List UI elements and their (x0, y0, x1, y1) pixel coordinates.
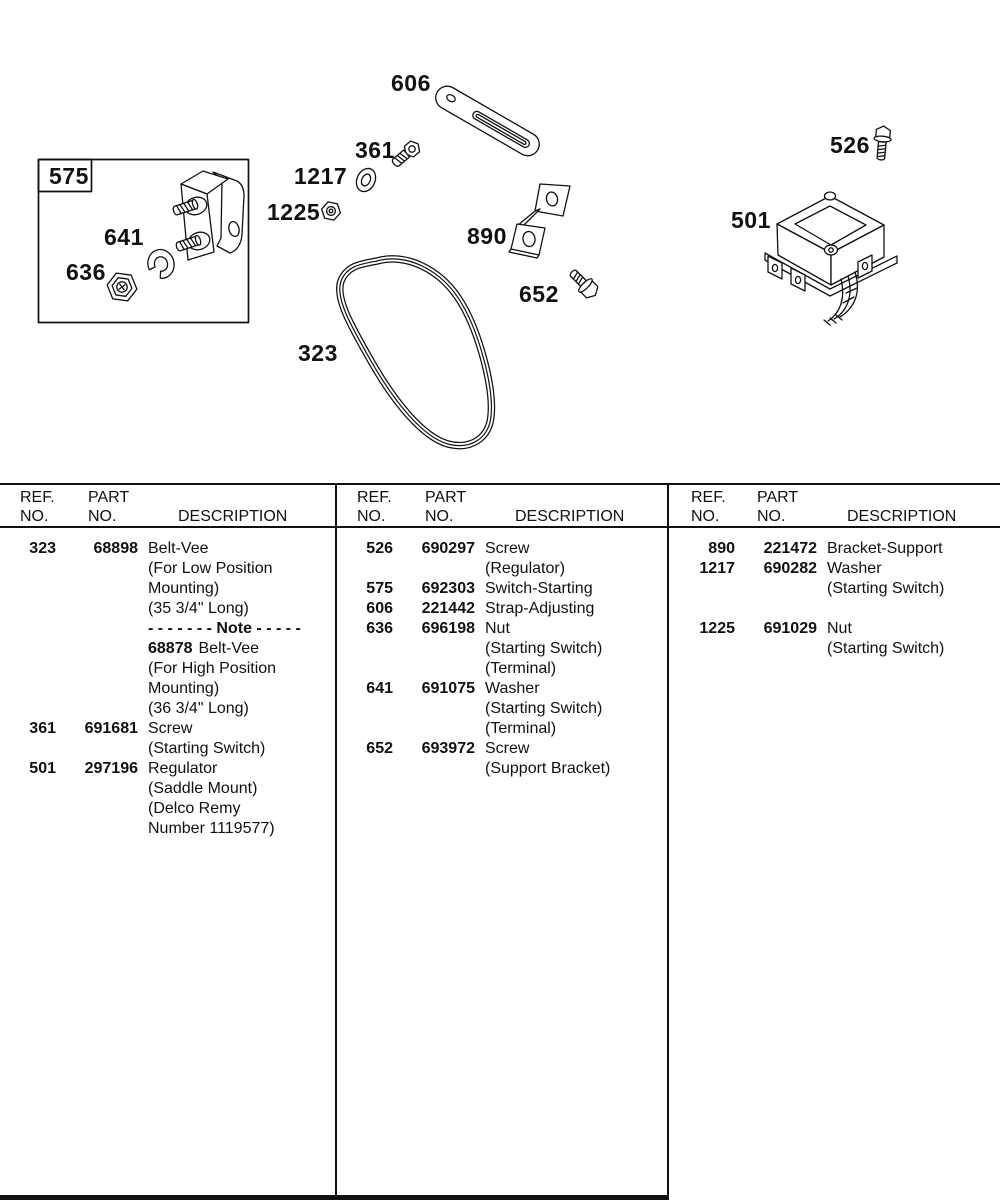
table-row (337, 759, 670, 779)
description-text: (35 3/4" Long) (148, 600, 249, 617)
part-label-652: 652 (519, 281, 559, 307)
table-column-body (337, 539, 670, 779)
description-bold-text: - - - - - - - Note - - - - - (148, 620, 301, 637)
header-part-line2: NO. (425, 508, 454, 525)
table-row (0, 639, 333, 659)
description-text: Belt-Vee (198, 640, 259, 657)
description-cell (148, 799, 240, 819)
table-row (0, 539, 333, 559)
table-row (669, 619, 1000, 639)
header-part-line2: NO. (88, 508, 117, 525)
screw-526-icon (872, 125, 892, 160)
description-text: Mounting) (148, 680, 220, 697)
description-text: Number 1119577) (148, 820, 275, 837)
belt-vee-icon (340, 259, 492, 446)
description-text: Switch-Starting (485, 580, 593, 597)
header-ref-line1: REF. (20, 489, 55, 506)
description-cell (485, 639, 602, 659)
description-cell (148, 739, 265, 759)
description-cell (148, 779, 257, 799)
description-text: (Saddle Mount) (148, 780, 258, 797)
bracket-support-icon (509, 184, 570, 258)
ref-no-cell: 361 (29, 720, 56, 737)
header-ref-line2: NO. (691, 508, 720, 525)
table-row (0, 699, 333, 719)
part-label-361: 361 (355, 137, 395, 163)
part-label-1217: 1217 (294, 163, 348, 189)
description-text: (Terminal) (485, 720, 557, 737)
ref-no-cell: 501 (29, 760, 56, 777)
table-row (0, 599, 333, 619)
description-cell (485, 739, 529, 759)
description-cell (148, 719, 192, 739)
description-cell (827, 619, 852, 639)
table-column-body (669, 539, 1000, 659)
table-row (337, 679, 670, 699)
header-ref-no (691, 488, 726, 526)
description-text: Strap-Adjusting (485, 600, 595, 617)
table-row (669, 539, 1000, 559)
regulator-icon (765, 192, 897, 325)
table-row (337, 659, 670, 679)
description-cell (148, 759, 217, 779)
ref-no-cell: 1225 (699, 620, 735, 637)
header-description: DESCRIPTION (847, 508, 957, 525)
part-no-cell: 297196 (84, 760, 138, 777)
description-text: Belt-Vee (148, 540, 209, 557)
part-no-cell: 693972 (421, 740, 475, 757)
table-row (0, 759, 333, 779)
description-cell (485, 619, 510, 639)
part-no-cell: 221442 (421, 600, 475, 617)
description-cell (148, 819, 275, 839)
part-label-641: 641 (104, 224, 144, 250)
hex-nut-636-icon (105, 272, 138, 302)
description-cell (148, 699, 249, 719)
description-text: (Starting Switch) (485, 700, 603, 717)
table-row (337, 579, 670, 599)
description-text: Regulator (148, 760, 218, 777)
table-row (337, 619, 670, 639)
table-row (669, 559, 1000, 579)
description-cell (148, 539, 208, 559)
part-no-cell: 691029 (763, 620, 817, 637)
part-no-cell: 690297 (421, 540, 475, 557)
description-text: (Starting Switch) (485, 640, 603, 657)
description-cell (148, 679, 219, 699)
parts-table-column-1 (0, 485, 333, 1198)
header-part-no (757, 488, 798, 526)
description-cell (485, 699, 602, 719)
nut-1225-icon (320, 201, 342, 221)
description-text: Screw (485, 740, 530, 757)
table-row (0, 719, 333, 739)
description-cell (485, 559, 565, 579)
description-bold-text: 68878 (148, 640, 193, 657)
ref-no-cell: 1217 (699, 560, 735, 577)
header-part-no (88, 488, 129, 526)
switch-starting-icon (172, 171, 244, 260)
strap-adjusting-icon (432, 82, 544, 160)
description-text: Bracket-Support (827, 540, 943, 557)
parts-table-column-3 (669, 485, 1000, 1198)
exploded-parts-diagram (0, 0, 1000, 475)
description-cell (827, 579, 944, 599)
table-row (0, 799, 333, 819)
header-ref-line1: REF. (357, 489, 392, 506)
header-ref-line2: NO. (20, 508, 49, 525)
table-row (337, 739, 670, 759)
parts-table-column-2 (337, 485, 670, 1198)
table-row (0, 619, 333, 639)
description-cell (148, 559, 273, 579)
part-label-606: 606 (391, 70, 431, 96)
table-row (0, 779, 333, 799)
description-text: (Support Bracket) (485, 760, 611, 777)
part-label-890: 890 (467, 223, 507, 249)
header-part-line1: PART (757, 489, 799, 506)
part-no-cell: 691075 (421, 680, 475, 697)
description-text: (Terminal) (485, 660, 557, 677)
description-cell (485, 539, 529, 559)
header-ref-no (357, 488, 392, 526)
header-description: DESCRIPTION (178, 508, 288, 525)
table-row (337, 699, 670, 719)
description-text: (Delco Remy (148, 800, 241, 817)
part-no-cell: 690282 (763, 560, 817, 577)
description-cell (485, 759, 610, 779)
ref-no-cell: 636 (366, 620, 393, 637)
header-ref-no (20, 488, 55, 526)
part-label-323: 323 (298, 340, 338, 366)
description-text: Washer (485, 680, 540, 697)
part-label-575: 575 (49, 163, 89, 189)
description-cell (485, 719, 556, 739)
ref-no-cell: 526 (366, 540, 393, 557)
description-text: (36 3/4" Long) (148, 700, 249, 717)
part-no-cell: 221472 (763, 540, 817, 557)
header-ref-line1: REF. (691, 489, 726, 506)
header-description: DESCRIPTION (515, 508, 625, 525)
header-part-line1: PART (425, 489, 467, 506)
table-row (0, 559, 333, 579)
header-part-line1: PART (88, 489, 130, 506)
header-part-no (425, 488, 466, 526)
table-column-body (0, 539, 333, 839)
description-cell (485, 659, 556, 679)
table-row (669, 599, 1000, 619)
part-label-526: 526 (830, 132, 870, 158)
ref-no-cell: 890 (708, 540, 735, 557)
ref-no-cell: 323 (29, 540, 56, 557)
table-row (337, 559, 670, 579)
lock-washer-641-icon (145, 247, 178, 282)
part-no-cell: 692303 (421, 580, 475, 597)
table-row (337, 599, 670, 619)
table-row (669, 639, 1000, 659)
table-row (669, 579, 1000, 599)
table-row (0, 679, 333, 699)
ref-no-cell: 575 (366, 580, 393, 597)
table-row (337, 639, 670, 659)
table-row (337, 539, 670, 559)
table-row (0, 659, 333, 679)
description-cell (485, 579, 593, 599)
description-text: (For High Position (148, 660, 277, 677)
part-no-cell: 691681 (84, 720, 138, 737)
header-part-line2: NO. (757, 508, 786, 525)
description-cell (148, 599, 249, 619)
description-cell (148, 579, 219, 599)
part-label-1225: 1225 (267, 199, 321, 225)
description-text: (Regulator) (485, 560, 566, 577)
description-text: (For Low Position (148, 560, 273, 577)
description-cell (148, 619, 307, 639)
description-cell (827, 539, 943, 559)
description-text: (Starting Switch) (827, 640, 945, 657)
description-cell (827, 639, 944, 659)
part-no-cell: 696198 (421, 620, 475, 637)
part-label-501: 501 (731, 207, 771, 233)
table-row (0, 819, 333, 839)
part-label-636: 636 (66, 259, 106, 285)
table-row (0, 579, 333, 599)
description-text: Nut (485, 620, 510, 637)
ref-no-cell: 641 (366, 680, 393, 697)
description-text: Mounting) (148, 580, 220, 597)
screw-652-icon (566, 266, 602, 302)
description-text: Screw (148, 720, 193, 737)
description-text: Washer (827, 560, 882, 577)
description-text: Screw (485, 540, 530, 557)
part-no-cell: 68898 (93, 540, 138, 557)
description-cell (148, 659, 276, 679)
washer-1217-icon (353, 165, 379, 194)
description-cell (485, 599, 594, 619)
header-ref-line2: NO. (357, 508, 386, 525)
description-text: (Starting Switch) (148, 740, 266, 757)
description-cell (827, 559, 882, 579)
table-row (337, 719, 670, 739)
ref-no-cell: 652 (366, 740, 393, 757)
description-text: Nut (827, 620, 852, 637)
description-cell (148, 639, 259, 659)
description-text: (Starting Switch) (827, 580, 945, 597)
ref-no-cell: 606 (366, 600, 393, 617)
table-row (0, 739, 333, 759)
description-cell (485, 679, 540, 699)
